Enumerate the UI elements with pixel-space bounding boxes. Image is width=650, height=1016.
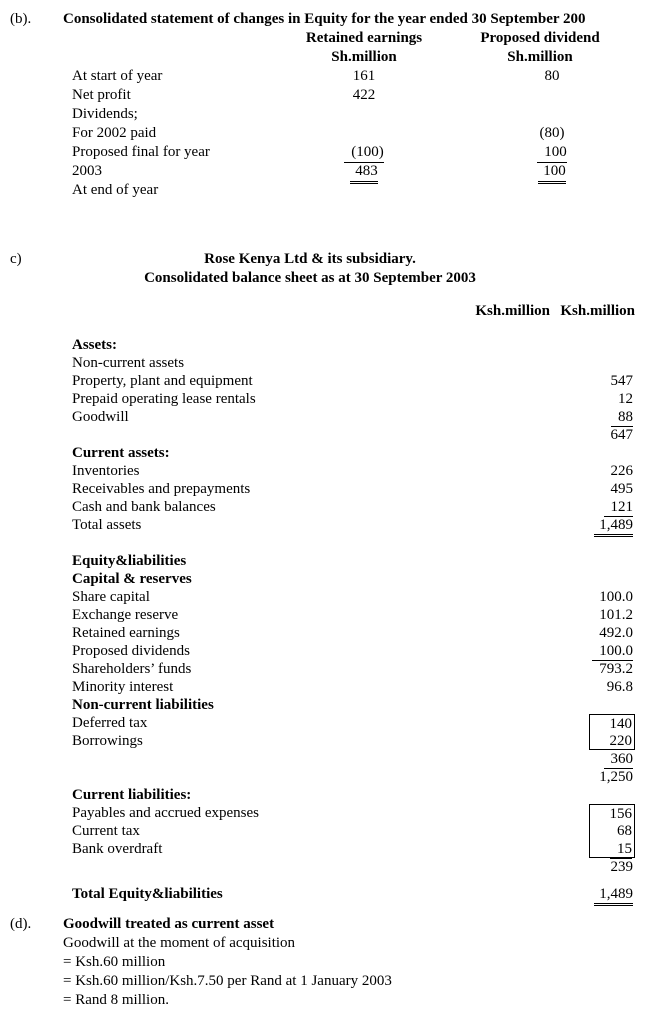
proposed-dividend-unit: Sh.million	[507, 49, 573, 65]
section-goodwill-note	[10, 915, 650, 1010]
proposed-dividend-header: Proposed dividend	[480, 30, 600, 46]
balance-sheet-row	[10, 642, 650, 660]
balance-sheet-row	[10, 390, 650, 408]
row-label: Current liabilities:	[72, 787, 192, 803]
cell-value: 88	[611, 408, 633, 427]
value-cell	[589, 885, 635, 903]
value-cell	[589, 408, 635, 426]
retained-earnings-cell	[304, 67, 424, 86]
row-label	[72, 426, 465, 444]
ksh-col-2-cell	[550, 606, 635, 624]
ksh-col-2-cell	[550, 480, 635, 498]
ksh-col-1-cell	[465, 390, 550, 408]
row-label: Goodwill	[72, 409, 129, 425]
header-spacer	[72, 48, 304, 67]
ksh-col-2-cell	[550, 786, 635, 804]
cell-value: 121	[604, 498, 634, 517]
ksh-col-2-cell	[550, 372, 635, 390]
equity-statement-rows	[10, 67, 650, 200]
retained-earnings-cell	[304, 143, 424, 162]
balance-sheet-row	[10, 678, 650, 696]
value-cell	[589, 336, 635, 354]
ksh-col-2-cell	[550, 498, 635, 516]
ksh-col-1-cell	[465, 606, 550, 624]
retained-earnings-cell	[304, 162, 424, 181]
balance-sheet-title-row	[10, 250, 650, 269]
section-b-title: Consolidated statement of changes in Equity for the year ended 30 September 200	[63, 11, 586, 27]
ksh-col-2-cell	[550, 768, 635, 786]
value-cell	[589, 444, 635, 462]
cell-value: 239	[610, 859, 633, 875]
ksh-col-1-cell	[465, 768, 550, 786]
balance-sheet-row	[10, 696, 650, 714]
ksh-col-2-cell	[550, 534, 635, 552]
cell-value: 1,489	[594, 885, 633, 906]
ksh-col-2-cell	[550, 660, 635, 678]
goodwill-line: Goodwill at the moment of acquisition	[63, 935, 296, 951]
ksh-col-1-cell	[465, 336, 550, 354]
section-d-label: (d).	[10, 916, 32, 932]
column-units-row	[10, 48, 650, 67]
value-cell	[589, 498, 635, 516]
value-cell	[589, 534, 635, 552]
balance-sheet-row	[10, 660, 650, 678]
value-cell	[589, 462, 635, 480]
ksh-col-2-cell	[550, 588, 635, 606]
balance-sheet-row	[10, 336, 650, 354]
balance-sheet-row	[10, 408, 650, 426]
row-label: Proposed final for year	[72, 144, 210, 160]
balance-sheet-row	[10, 534, 650, 552]
ksh-col-2-cell	[550, 885, 635, 903]
cell-value: (80)	[539, 125, 565, 141]
ksh-col-1-cell	[465, 588, 550, 606]
proposed-dividend-cell	[480, 124, 600, 143]
value-cell	[589, 768, 635, 786]
ksh-col-1-cell	[465, 714, 550, 732]
ksh-col-2-cell	[550, 552, 635, 570]
ksh-col-1-cell	[465, 660, 550, 678]
ksh-col-1-cell	[465, 498, 550, 516]
cell-value: 1,489	[594, 516, 633, 537]
ksh-col-2-cell	[550, 858, 635, 876]
cell-value: 647	[610, 427, 633, 443]
ksh-col-1-cell	[465, 678, 550, 696]
ksh-col-2-cell	[550, 732, 635, 750]
row-label: Proposed dividends	[72, 643, 190, 659]
balance-sheet-column-headers	[10, 302, 650, 320]
row-label: Assets:	[72, 337, 117, 353]
balance-sheet-row	[10, 768, 650, 786]
value-cell	[589, 624, 635, 642]
cell-value: 68	[617, 823, 632, 839]
cell-value: 15	[610, 840, 632, 859]
cell-value: 483	[350, 162, 378, 184]
ksh-col-1-cell	[465, 732, 550, 750]
row-label: Inventories	[72, 463, 140, 479]
balance-sheet-row	[10, 624, 650, 642]
balance-sheet-row	[10, 516, 650, 534]
value-cell	[589, 660, 635, 678]
cell-value: 156	[609, 806, 632, 822]
cell-value: 96.8	[606, 679, 633, 695]
balance-sheet-row	[10, 804, 650, 822]
balance-sheet-row	[10, 372, 650, 390]
row-label	[72, 534, 465, 552]
equity-row	[10, 162, 650, 181]
value-cell	[589, 750, 635, 768]
equity-row	[10, 143, 650, 162]
cell-value: 547	[610, 373, 633, 389]
value-cell	[589, 822, 635, 840]
balance-sheet-row	[10, 354, 650, 372]
value-cell	[589, 804, 635, 822]
ksh-col-2-cell	[550, 336, 635, 354]
balance-sheet-row	[10, 885, 650, 903]
section-changes-in-equity	[10, 10, 650, 200]
row-label: Prepaid operating lease rentals	[72, 391, 256, 407]
row-label	[72, 768, 465, 786]
row-label: Shareholders’ funds	[72, 661, 192, 677]
balance-sheet-row	[10, 570, 650, 588]
value-cell	[589, 606, 635, 624]
goodwill-note-lines	[10, 934, 650, 1010]
row-label: Current tax	[72, 823, 140, 839]
ksh-col-2-cell	[550, 822, 635, 840]
column-headers-row	[10, 29, 650, 48]
equity-row	[10, 105, 650, 124]
balance-sheet-row	[10, 732, 650, 750]
row-label: 2003	[72, 163, 102, 179]
cell-value: 495	[610, 481, 633, 497]
value-cell	[589, 786, 635, 804]
balance-sheet-row	[10, 750, 650, 768]
ksh-col-2-cell	[550, 408, 635, 426]
proposed-dividend-cell	[480, 67, 600, 86]
header-spacer	[72, 29, 304, 48]
retained-earnings-cell	[304, 86, 424, 105]
ksh-col-2-cell	[550, 462, 635, 480]
ksh-col-1-cell	[465, 354, 550, 372]
row-label: Deferred tax	[72, 715, 148, 731]
row-label: Total Equity&liabilities	[72, 886, 223, 902]
company-title: Rose Kenya Ltd & its subsidiary.	[204, 251, 416, 267]
ksh-col-1-cell	[465, 822, 550, 840]
cell-value: 100	[537, 143, 567, 163]
retained-earnings-cell	[304, 181, 424, 200]
ksh-col-1-cell	[465, 570, 550, 588]
balance-sheet-row	[10, 606, 650, 624]
ksh-col-2-cell	[550, 390, 635, 408]
cell-value: 161	[352, 68, 376, 84]
row-label: Bank overdraft	[72, 841, 163, 857]
ksh-col-2-cell	[550, 516, 635, 534]
ksh-col-1-cell	[465, 624, 550, 642]
ksh-col-1-cell	[465, 885, 550, 903]
value-cell	[589, 354, 635, 372]
cell-value: 100.0	[592, 642, 633, 661]
ksh-col-1-cell	[465, 408, 550, 426]
ksh-col-1-cell	[465, 840, 550, 858]
section-d-title: Goodwill treated as current asset	[63, 916, 275, 932]
row-label: Equity&liabilities	[72, 553, 187, 569]
value-cell	[589, 696, 635, 714]
row-label: Total assets	[72, 517, 142, 533]
balance-sheet-row	[10, 822, 650, 840]
row-label: Cash and bank balances	[72, 499, 216, 515]
balance-sheet-title: Consolidated balance sheet as at 30 September 2003	[144, 270, 476, 286]
ksh-col-1-cell	[465, 534, 550, 552]
row-label: Borrowings	[72, 733, 143, 749]
balance-sheet-rows	[10, 336, 650, 903]
value-cell	[589, 390, 635, 408]
value-cell	[589, 732, 635, 750]
retained-earnings-header: Retained earnings	[305, 30, 423, 46]
ksh-col-2-cell	[550, 678, 635, 696]
row-label: Property, plant and equipment	[72, 373, 253, 389]
retained-earnings-cell	[304, 124, 424, 143]
proposed-dividend-cell	[480, 105, 600, 124]
goodwill-line: = Ksh.60 million/Ksh.7.50 per Rand at 1 January 2003	[63, 973, 392, 989]
ksh-col-2-cell	[550, 642, 635, 660]
row-label: Retained earnings	[72, 625, 180, 641]
balance-sheet-row	[10, 552, 650, 570]
cell-value: 360	[604, 750, 634, 769]
row-label: For 2002 paid	[72, 125, 157, 141]
cell-value: 100	[538, 162, 566, 184]
ksh-col-1-cell	[465, 750, 550, 768]
row-label: Non-current assets	[72, 355, 185, 371]
row-label: Share capital	[72, 589, 150, 605]
cell-value: 492.0	[599, 625, 633, 641]
row-label: At end of year	[72, 182, 159, 198]
row-label: Exchange reserve	[72, 607, 179, 623]
ksh-col-1-cell	[465, 858, 550, 876]
cell-value: 1,250	[599, 769, 633, 785]
value-cell	[589, 552, 635, 570]
balance-sheet-row	[10, 444, 650, 462]
row-label: Net profit	[72, 87, 131, 103]
proposed-dividend-cell	[480, 86, 600, 105]
value-cell	[589, 858, 635, 876]
row-label: Current assets:	[72, 445, 170, 461]
balance-sheet-row	[10, 480, 650, 498]
goodwill-line: = Ksh.60 million	[63, 954, 166, 970]
value-cell	[589, 516, 635, 534]
value-cell	[589, 588, 635, 606]
row-label: Receivables and prepayments	[72, 481, 251, 497]
balance-sheet-row	[10, 714, 650, 732]
proposed-dividend-cell	[480, 181, 600, 200]
equity-row	[10, 86, 650, 105]
ksh-col-1-cell	[465, 642, 550, 660]
ksh-col-2-cell	[550, 570, 635, 588]
cell-value: 793.2	[599, 661, 633, 677]
section-balance-sheet	[10, 250, 650, 903]
ksh-col-2-cell	[550, 624, 635, 642]
row-label: Capital & reserves	[72, 571, 192, 587]
row-label: Payables and accrued expenses	[72, 805, 260, 821]
row-label: Non-current liabilities	[72, 697, 214, 713]
value-cell	[589, 840, 635, 858]
value-cell	[589, 570, 635, 588]
balance-sheet-row	[10, 786, 650, 804]
ksh-col-1-cell	[465, 462, 550, 480]
row-label: Dividends;	[72, 106, 138, 122]
cell-value: 100.0	[599, 589, 633, 605]
cell-value: 422	[352, 87, 376, 103]
cell-value: 220	[609, 733, 632, 749]
value-cell	[589, 480, 635, 498]
cell-value: 101.2	[599, 607, 633, 623]
section-b-label: (b).	[10, 11, 32, 27]
cell-value: 140	[609, 716, 632, 732]
value-cell	[589, 714, 635, 732]
goodwill-title-row	[10, 915, 650, 934]
equity-row	[10, 181, 650, 200]
row-label	[72, 858, 465, 876]
balance-sheet-row	[10, 498, 650, 516]
equity-row	[10, 124, 650, 143]
ksh-col-2-cell	[550, 426, 635, 444]
balance-sheet-row	[10, 858, 650, 876]
balance-sheet-row	[10, 588, 650, 606]
section-c-label: c)	[10, 251, 22, 267]
ksh-col-2-cell	[550, 696, 635, 714]
ksh-col-1-cell	[465, 552, 550, 570]
value-cell	[589, 372, 635, 390]
balance-sheet-row	[10, 426, 650, 444]
ksh-col-2-cell	[550, 444, 635, 462]
retained-earnings-unit: Sh.million	[331, 49, 397, 65]
ksh-col-1-cell	[465, 696, 550, 714]
ksh-col-2-cell	[550, 840, 635, 858]
value-cell	[589, 678, 635, 696]
row-label	[72, 750, 465, 768]
row-label: At start of year	[72, 68, 163, 84]
section-b-title-row	[10, 10, 650, 29]
cell-value: 12	[618, 391, 633, 407]
ksh-col-1-cell	[465, 786, 550, 804]
value-cell	[589, 642, 635, 660]
ksh-million-header-2: Ksh.million	[560, 303, 635, 319]
cell-value: (100)	[344, 143, 384, 163]
ksh-col-2-cell	[550, 714, 635, 732]
ksh-col-1-cell	[465, 516, 550, 534]
goodwill-line: = Rand 8 million.	[63, 992, 169, 1008]
ksh-col-1-cell	[465, 480, 550, 498]
cell-value: 226	[610, 463, 633, 479]
ksh-col-1-cell	[465, 444, 550, 462]
retained-earnings-cell	[304, 105, 424, 124]
ksh-col-2-cell	[550, 804, 635, 822]
balance-sheet-row	[10, 462, 650, 480]
equity-row	[10, 67, 650, 86]
ksh-col-1-cell	[465, 426, 550, 444]
ksh-col-1-cell	[465, 804, 550, 822]
balance-sheet-subtitle-row	[10, 269, 650, 288]
balance-sheet-row	[10, 840, 650, 858]
header-spacer	[72, 302, 465, 320]
cell-value: 80	[544, 68, 560, 84]
value-cell	[589, 426, 635, 444]
ksh-col-1-cell	[465, 372, 550, 390]
ksh-col-2-cell	[550, 354, 635, 372]
row-label: Minority interest	[72, 679, 174, 695]
ksh-col-2-cell	[550, 750, 635, 768]
ksh-million-header-1: Ksh.million	[475, 303, 550, 319]
proposed-dividend-cell	[480, 143, 600, 162]
proposed-dividend-cell	[480, 162, 600, 181]
